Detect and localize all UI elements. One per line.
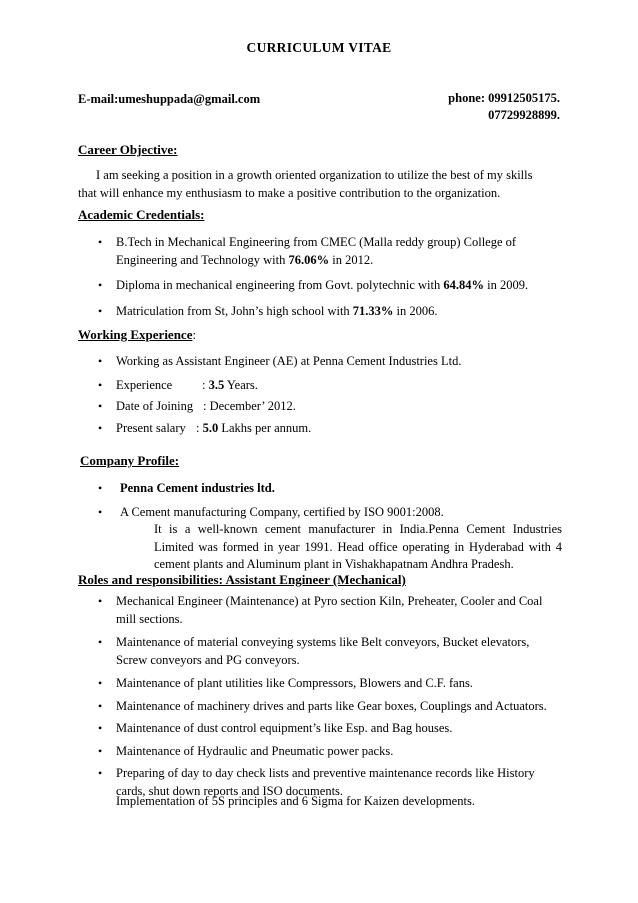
company-description: It is a well-known cement manufacturer in India.Penna Cement Industries Limited was formed in year 1991. Head office operating in Hyderabad with 4 cement plants and Aluminum plant in Vishakhapatnam Andhra Pradesh. xyxy=(154,522,562,571)
career-objective-heading: Career Objective: xyxy=(78,142,178,157)
list-item: • Maintenance of Hydraulic and Pneumatic power packs. xyxy=(78,743,562,761)
phone-block xyxy=(448,90,560,124)
list-item: • Date of Joining : December’ 2012. xyxy=(78,398,562,416)
roles-trailing-text: Implementation of 5S principles and 6 Sigma for Kaizen developments. xyxy=(116,794,475,808)
list-item: • Maintenance of machinery drives and parts like Gear boxes, Couplings and Actuators. xyxy=(78,698,562,716)
career-line-2: that will enhance my enthusiasm to make a positive contribution to the organization. xyxy=(78,186,501,201)
list-item: • Experience : 3.5 Years. xyxy=(78,377,562,395)
list-item: • Mechanical Engineer (Maintenance) at Pyro section Kiln, Preheater, Cooler and Coal mill sections. xyxy=(78,593,562,628)
list-item: • Working as Assistant Engineer (AE) at Penna Cement Industries Ltd. xyxy=(78,353,562,371)
list-item: • Matriculation from St, John’s high school with 71.33% in 2006. xyxy=(78,303,562,321)
document-title: CURRICULUM VITAE xyxy=(246,40,392,55)
list-item: • Present salary : 5.0 Lakhs per annum. xyxy=(78,420,562,438)
list-item: • Maintenance of plant utilities like Compressors, Blowers and C.F. fans. xyxy=(78,675,562,693)
list-item: • B.Tech in Mechanical Engineering from CMEC (Malla reddy group) College of Engineering and Technology with 76.06% in 2012. xyxy=(78,234,562,269)
company-profile-heading: Company Profile: xyxy=(80,453,180,468)
academic-heading: Academic Credentials: xyxy=(78,207,205,222)
career-line-1: I am seeking a position in a growth oriented organization to utilize the best of my skills xyxy=(96,168,533,182)
list-item: • A Cement manufacturing Company, certified by ISO 9001:2008. It is a well-known cement manufacturer in India.Penna Cement Industries Limited was formed in year 1991. Head office operating in Hyderabad with 4 cement plants and Aluminum plant in Vishakhapatnam Andhra Pradesh. xyxy=(78,504,562,574)
career-objective-text xyxy=(78,166,562,202)
phone-number-2: 07729928899. xyxy=(488,107,560,122)
list-item: • Diploma in mechanical engineering from Govt. polytechnic with 64.84% in 2009. xyxy=(78,277,562,295)
list-item: • Preparing of day to day check lists and preventive maintenance records like History cards, shut down reports and ISO documents. xyxy=(78,765,562,800)
experience-list xyxy=(78,353,562,437)
academic-list xyxy=(78,234,562,320)
company-name: Penna Cement industries ltd. xyxy=(120,481,275,495)
roles-list xyxy=(78,593,562,804)
phone-number-1: 09912505175. xyxy=(488,91,560,105)
company-list xyxy=(78,480,562,574)
list-item: • Maintenance of material conveying systems like Belt conveyors, Bucket elevators, Screw conveyors and PG conveyors. xyxy=(78,634,562,669)
working-experience-heading: Working Experience: xyxy=(78,327,197,342)
email-text: E-mail:umeshuppada@gmail.com xyxy=(78,92,261,106)
list-item: • Maintenance of dust control equipment’s like Esp. and Bag houses. xyxy=(78,720,562,738)
list-item xyxy=(78,480,562,498)
phone-label: phone: xyxy=(448,91,485,105)
roles-heading: Roles and responsibilities: Assistant Engineer (Mechanical) xyxy=(78,572,406,587)
